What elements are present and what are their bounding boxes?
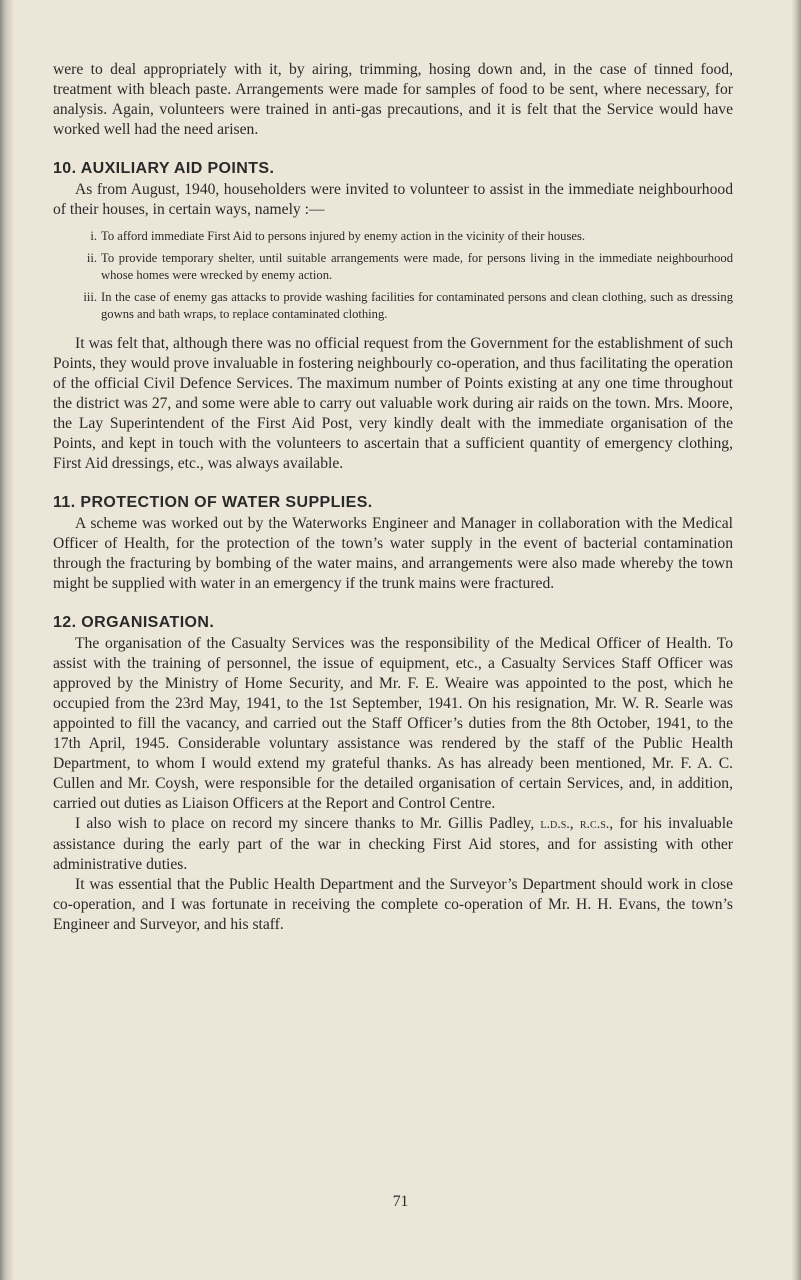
section-water-supplies [53,492,733,594]
section-paragraph: The organisation of the Casualty Services was the responsibility of the Medical Officer of Health. To assist with the training of personnel, the issue of equipment, etc., a Casualty Services Staff Officer was approved by the Ministry of Home Security, and Mr. F. E. Weaire was appointed to the post, which he occupied from the 23rd May, 1941, to the 1st September, 1941. On his resignation, Mr. W. R. Searle was appointed to fill the vacancy, and carried out the Staff Officer’s duties from the 8th October, 1941, to the 17th April, 1945. Considerable voluntary assistance was rendered by the staff of the Public Health Department, to whom I would extend my grateful thanks. As has already been mentioned, Mr. F. A. C. Cullen and Mr. Coysh, were responsible for the detailed organisation of certain Services, and, in addition, carried out duties as Liaison Officers at the Report and Control Centre. [53,635,733,813]
degree-abbrev: r.c.s. [579,817,610,833]
aid-points-list [83,228,733,322]
section-heading: 12. ORGANISATION. [53,614,215,632]
list-item [86,250,733,283]
degree-abbrev: l.d.s. [540,817,570,833]
page-number: 71 [392,1193,409,1210]
page-edge-left [0,0,14,1280]
list-item-text: To provide temporary shelter, until suitable arrangements were made, for persons living in the immediate neighbourhood whose homes were wrecked by enemy action. [101,251,733,282]
section-heading: 11. PROTECTION OF WATER SUPPLIES. [53,494,373,512]
list-item-text: In the case of enemy gas attacks to provide washing facilities for contaminated persons and clean clothing, such as dressing gowns and bath wraps, to replace contaminated clothing. [101,290,733,321]
list-item-number: iii. [83,290,97,305]
list-item-number: ii. [86,251,97,266]
page-edge-right [791,0,801,1280]
list-item [90,228,733,244]
intro-paragraph: were to deal appropriately with it, by airing, trimming, hosing down and, in the case of tinned food, treatment with bleach paste. Arrangements were made for samples of food to be sent, where necessary, for analysis. Again, volunteers were trained in anti-gas precautions, and it is felt that the Service would have worked well had the need arisen. [53,61,733,138]
section-organisation [53,612,733,935]
list-item [83,289,733,322]
list-item-text: To afford immediate First Aid to persons injured by enemy action in the vicinity of their houses. [101,229,586,243]
section-intro: As from August, 1940, householders were invited to volunteer to assist in the immediate neighbourhood of their houses, in certain ways, namely :— [53,181,733,218]
section-auxiliary-aid-points [53,158,733,474]
paragraph-text: , for his invaluable assistance during the early part of the war in checking First Aid stores, and for assisting with other administrative duties. [53,815,733,874]
section-body: It was felt that, although there was no official request from the Government for the establishment of such Points, they would prove invaluable in fostering neighbourly co-operation, and thus facilitating the operation of the official Civil Defence Services. The maximum number of Points existing at any one time throughout the district was 27, and some were able to carry out valuable work during air raids on the town. Mrs. Moore, the Lay Superintendent of the First Aid Post, very kindly dealt with the immediate organisation of the Points, and kept in touch with the volunteers to ascertain that a sufficient quantity of emergency clothing, First Aid dressings, etc., was always available. [53,335,733,473]
section-paragraph [53,814,733,875]
section-heading: 10. AUXILIARY AID POINTS. [53,160,275,177]
paragraph-text: I also wish to place on record my sincere thanks to Mr. Gillis Padley, [75,815,535,833]
section-paragraph: It was essential that the Public Health Department and the Surveyor’s Department should work in close co-operation, and I was fortunate in receiving the complete co-operation of Mr. H. H. Evans, the town’s Engineer and Surveyor, and his staff. [53,876,733,934]
paragraph-text: , [569,815,574,833]
section-body: A scheme was worked out by the Waterworks Engineer and Manager in collaboration with the Medical Officer of Health, for the protection of the town’s water supply in the event of bacterial contamination through the fracturing by bombing of the water mains, and arrangements were also made whereby the town might be supplied with water in an emergency if the trunk mains were fractured. [53,515,733,593]
document-body [53,60,733,935]
list-item-number: i. [90,229,97,243]
